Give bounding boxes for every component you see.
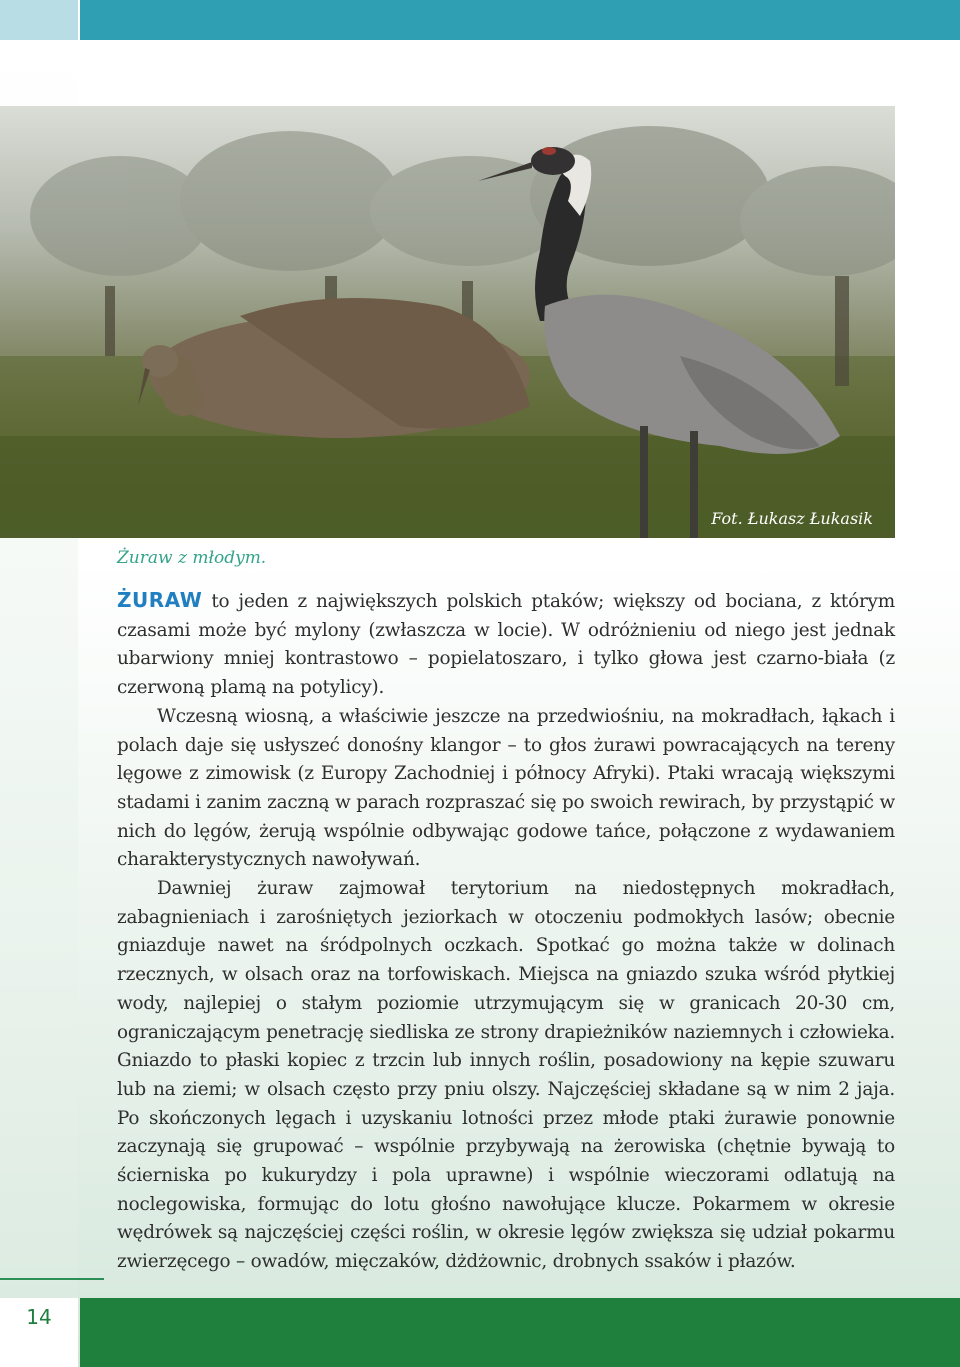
footer-bar xyxy=(80,1298,960,1367)
top-bar-left xyxy=(0,0,78,40)
page-number: 14 xyxy=(0,1298,78,1367)
paragraph-intro-text: to jeden z największych polskich ptaków; większy od bociana, z którym czasami może być mylony (zwłaszcza w locie). W odróżnieniu od niego jest jednak ubarwiony mniej kontrastowo – popielatoszaro, i tylko głowa jest czarno-biała (z czerwoną plamą na potylicy). xyxy=(117,591,895,699)
article-body xyxy=(117,586,895,1277)
crane-photo xyxy=(0,106,895,538)
paragraph-intro xyxy=(117,586,895,703)
photo-caption: Żuraw z młodym. xyxy=(117,548,267,568)
top-bar-right xyxy=(80,0,960,40)
photo-credit: Fot. Łukasz Łukasik xyxy=(711,509,873,528)
paragraph-spring: Wczesną wiosną, a właściwie jeszcze na przedwiośniu, na mokradłach, łąkach i polach daje się usłyszeć donośny klangor – to głos żurawi powracających na tereny lęgowe z zimowisk (z Europy Zachodniej i północy Afryki). Ptaki wracają większymi stadami i zanim zaczną w parach rozpraszać się po swoich rewirach, by przystąpić w nich do lęgów, żerują wspólnie odbywając godowe tańce, połączone z wydawaniem charakterystycznych nawoływań. xyxy=(117,705,895,871)
left-divider xyxy=(0,1278,104,1280)
paragraph-habitat: Dawniej żuraw zajmował terytorium na niedostępnych mokradłach, zabagnieniach i zarośniętych jeziorkach w otoczeniu podmokłych lasów; obecnie gniazduje nawet na śródpolnych oczkach. Spotkać go można także w dolinach rzecznych, w olsach oraz na torfowiskach. Miejsca na gniazdo szuka wśród płytkiej wody, najlepiej o stałym poziomie utrzymującym się w granicach 20-30 cm, ograniczającym penetrację siedliska ze strony drapieżników naziemnych i człowieka. Gniazdo to płaski kopiec z trzcin lub innych roślin, posadowiony na kępie szuwaru lub na ziemi; w olsach często przy pniu olszy. Najczęściej składane są w nim 2 jaja. Po skończonych lęgach i uzyskaniu lotności przez młode ptaki żurawie ponownie zaczynają się grupować – wspólnie przybywają na żerowiska (chętnie bywają to ścierniska po kukurydzy i pola uprawne) i wspólnie wieczorami odlatują na noclegowiska, formując do lotu głośno nawołujące klucze. Pokarmem w okresie wędrówek są najczęściej części roślin, w okresie lęgów zwiększa się udział pokarmu zwierzęcego – owadów, mięczaków, dżdżownic, drobnych ssaków i płazów. xyxy=(117,878,895,1273)
lead-word: ŻURAW xyxy=(117,588,203,612)
crane-illustration xyxy=(0,106,895,538)
tree-line xyxy=(30,126,895,276)
